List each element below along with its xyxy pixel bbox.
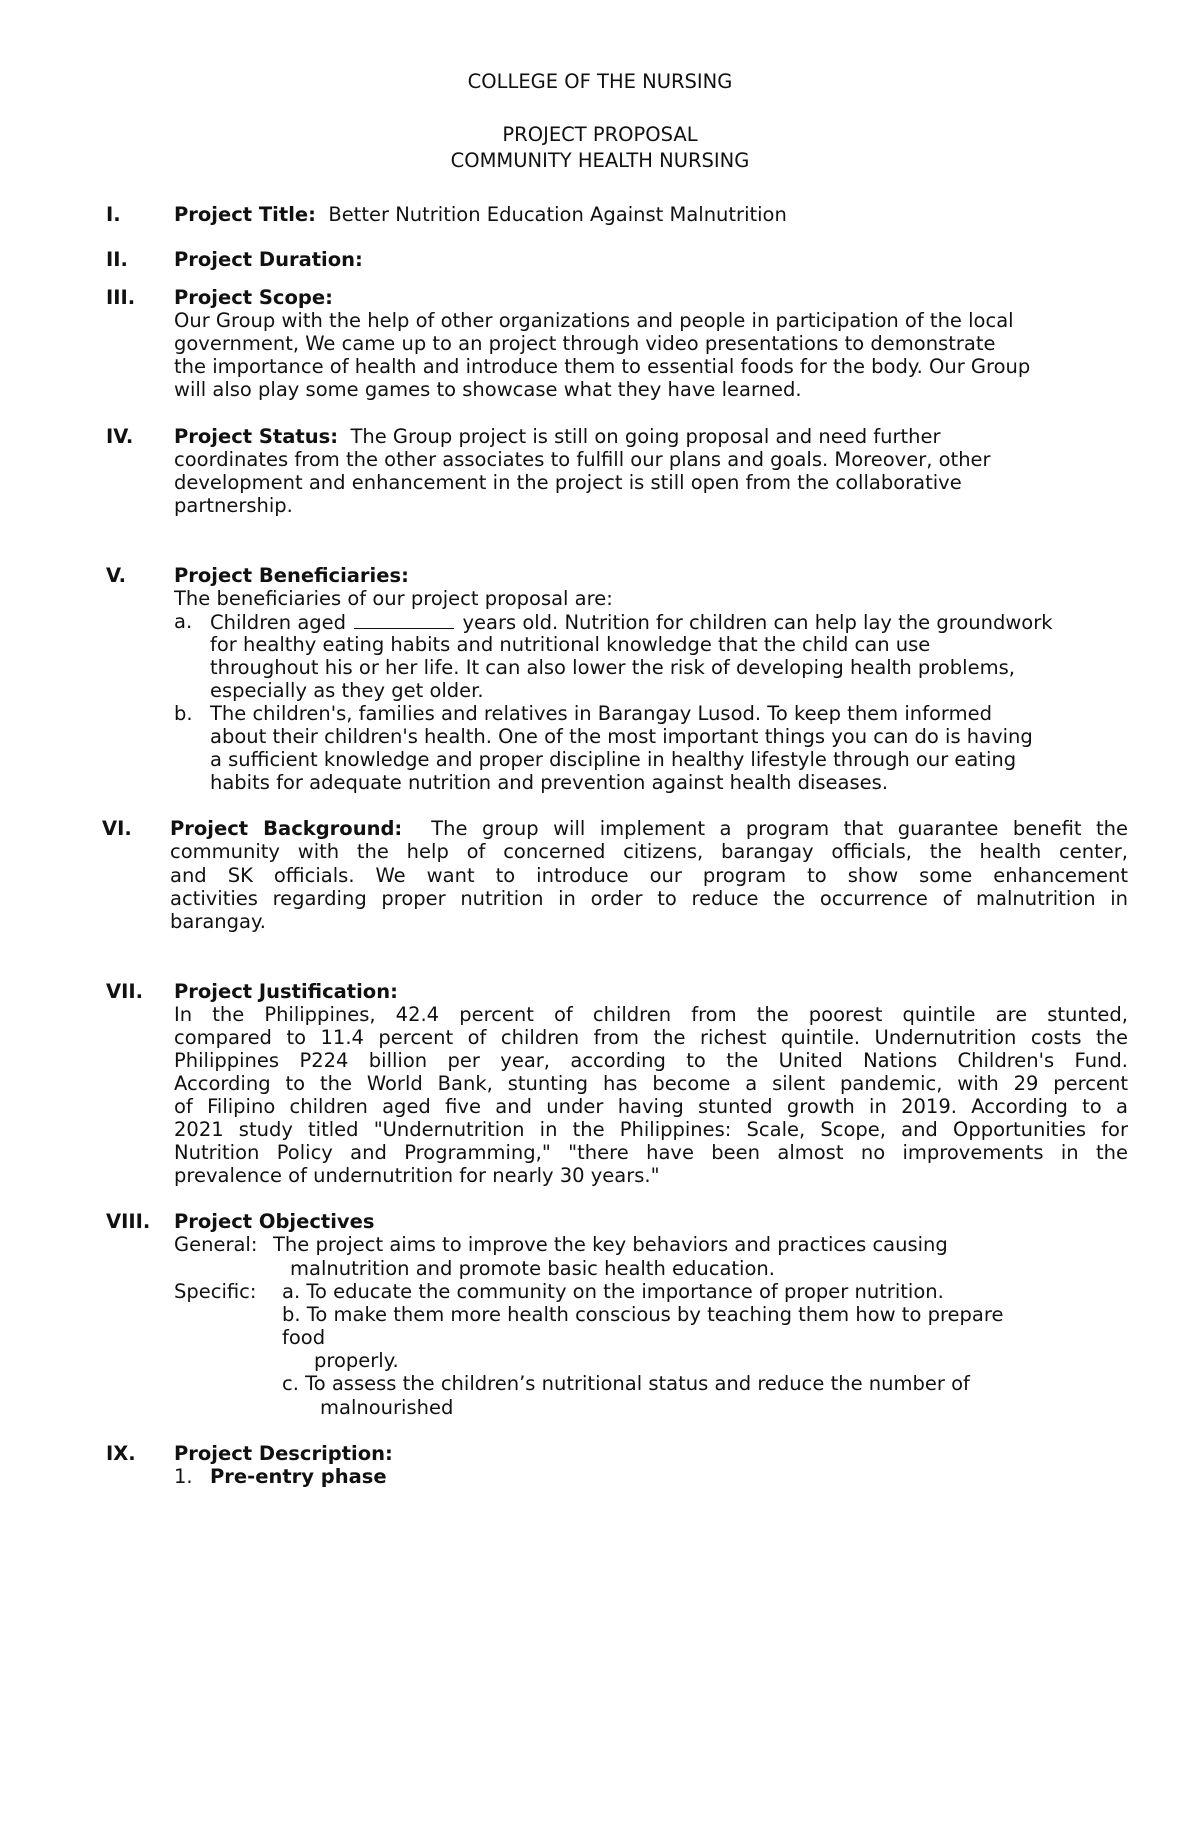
- section-heading: Project Background:: [170, 817, 403, 840]
- paragraph-line: and SK officials. We want to introduce our program to show some enhancement: [170, 864, 1128, 887]
- objective-line: b. To make them more health conscious by teaching them how to prepare: [282, 1303, 1004, 1326]
- list-item-line: about their children's health. One of the most important things you can do is having: [210, 725, 1033, 748]
- objective-line: malnutrition and promote basic health education.: [290, 1257, 775, 1280]
- paragraph-line: partnership.: [174, 494, 293, 517]
- section-number: IV.: [106, 425, 134, 448]
- list-item-line: The children's, families and relatives in Barangay Lusod. To keep them informed: [210, 702, 992, 725]
- paragraph-line: government, We came up to an project through video presentations to demonstrate: [174, 332, 996, 355]
- paragraph-line: prevalence of undernutrition for nearly 30 years.": [174, 1164, 660, 1187]
- list-item-line: a sufficient knowledge and proper discipline in healthy lifestyle through our eating: [210, 748, 1017, 771]
- paragraph-line: Nutrition Policy and Programming," "there have been almost no improvements in the: [174, 1141, 1128, 1164]
- paragraph-line: activities regarding proper nutrition in order to reduce the occurrence of malnutrition in: [170, 887, 1128, 910]
- section-heading: Project Status:: [174, 425, 339, 448]
- paragraph-line: compared to 11.4 percent of children from the richest quintile. Undernutrition costs the: [174, 1026, 1128, 1049]
- project-status-line: [174, 425, 941, 448]
- paragraph-line: barangay.: [170, 910, 266, 933]
- project-background-line: [170, 817, 1128, 840]
- objective-line: a. To educate the community on the importance of proper nutrition.: [282, 1280, 944, 1303]
- section-number: IX.: [106, 1442, 136, 1465]
- section-heading: Project Description:: [174, 1442, 393, 1465]
- section-number: VIII.: [106, 1210, 151, 1233]
- paragraph-line: coordinates from the other associates to fulfill our plans and goals. Moreover, other: [174, 448, 991, 471]
- section-number: VII.: [106, 980, 144, 1003]
- list-item-line: [210, 610, 1053, 634]
- objective-label: Specific:: [174, 1280, 257, 1303]
- objective-line: c. To assess the children’s nutritional status and reduce the number of: [282, 1372, 970, 1395]
- section-heading: Project Justification:: [174, 980, 398, 1003]
- objective-line: food: [282, 1326, 326, 1349]
- list-item-line: for healthy eating habits and nutritional knowledge that the child can use: [210, 633, 931, 656]
- college-title: COLLEGE OF THE NURSING: [467, 70, 733, 93]
- section-number: III.: [106, 286, 136, 309]
- paragraph-text: The Group project is still on going proposal and need further: [350, 425, 941, 448]
- section-heading: Project Title:: [174, 203, 316, 226]
- list-marker: 1.: [174, 1465, 193, 1488]
- objective-line: properly.: [314, 1349, 399, 1372]
- list-item-text: years old. Nutrition for children can help lay the groundwork: [462, 611, 1053, 634]
- paragraph-line: According to the World Bank, stunting has become a silent pandemic, with 29 percent: [174, 1072, 1128, 1095]
- project-title-value: Better Nutrition Education Against Malnutrition: [328, 203, 787, 226]
- paragraph-line: will also play some games to showcase what they have learned.: [174, 378, 802, 401]
- paragraph-line: In the Philippines, 42.4 percent of children from the poorest quintile are stunted,: [174, 1003, 1128, 1026]
- age-blank-field: [354, 610, 454, 629]
- paragraph-line: development and enhancement in the project is still open from the collaborative: [174, 471, 962, 494]
- objective-label: General:: [174, 1233, 258, 1256]
- paragraph-line: Philippines P224 billion per year, according to the United Nations Children's Fund.: [174, 1049, 1128, 1072]
- paragraph-line: 2021 study titled "Undernutrition in the Philippines: Scale, Scope, and Opportunities for: [174, 1118, 1128, 1141]
- paragraph-line: The beneficiaries of our project proposal are:: [174, 587, 613, 610]
- section-heading: Project Duration:: [174, 248, 363, 271]
- section-number: I.: [106, 203, 121, 226]
- paragraph-text: The group will implement a program that guarantee benefit the: [431, 817, 1128, 840]
- proposal-title: PROJECT PROPOSAL: [502, 123, 698, 146]
- objective-line: The project aims to improve the key behaviors and practices causing: [273, 1233, 948, 1256]
- section-number: V.: [106, 564, 126, 587]
- list-item-text: Children aged: [210, 611, 347, 634]
- list-item-line: throughout his or her life. It can also lower the risk of developing health problems,: [210, 656, 1015, 679]
- list-item-line: especially as they get older.: [210, 679, 484, 702]
- paragraph-line: community with the help of concerned citizens, barangay officials, the health center,: [170, 840, 1128, 863]
- list-item-line: habits for adequate nutrition and prevention against health diseases.: [210, 771, 889, 794]
- section-number: VI.: [102, 817, 132, 840]
- paragraph-line: the importance of health and introduce them to essential foods for the body. Our Group: [174, 355, 1031, 378]
- list-marker: b.: [174, 702, 193, 725]
- subject-title: COMMUNITY HEALTH NURSING: [450, 149, 750, 172]
- section-heading: Project Scope:: [174, 286, 333, 309]
- objective-line: malnourished: [320, 1396, 454, 1419]
- paragraph-line: Our Group with the help of other organizations and people in participation of the local: [174, 309, 1014, 332]
- section-number: II.: [106, 248, 128, 271]
- phase-heading: Pre-entry phase: [210, 1465, 387, 1488]
- paragraph-line: of Filipino children aged five and under having stunted growth in 2019. According to a: [174, 1095, 1128, 1118]
- list-marker: a.: [174, 610, 193, 633]
- section-heading: Project Beneficiaries:: [174, 564, 409, 587]
- project-title-line: [174, 203, 787, 226]
- section-heading: Project Objectives: [174, 1210, 375, 1233]
